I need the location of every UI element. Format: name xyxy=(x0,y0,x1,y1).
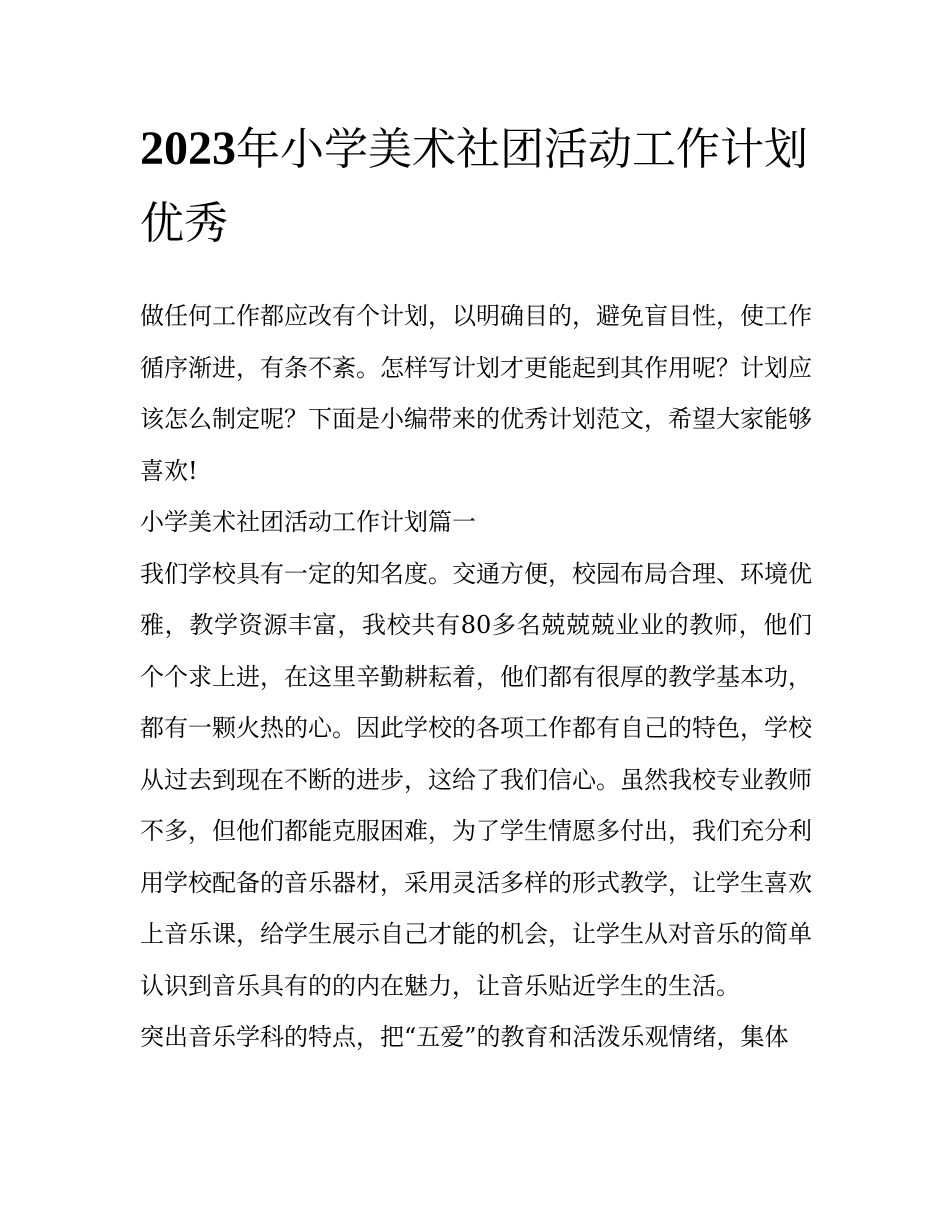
document-title xyxy=(140,112,812,261)
body-paragraph-2: 突出音乐学科的特点，把“五爱”的教育和活泼乐观情绪，集体 xyxy=(140,1023,789,1051)
document-page xyxy=(140,112,812,1064)
section-heading: 小学美术社团活动工作计划篇一 xyxy=(140,508,476,536)
intro-paragraph: 做任何工作都应改有个计划，以明确目的，避免盲目性，使工作循序渐进，有条不紊。怎样写计划才更能起到其作用呢？计划应该怎么制定呢？下面是小编带来的优秀计划范文，希望大家能够喜欢! xyxy=(140,302,812,485)
title-text: 年小学美术社团活动工作计划优秀 xyxy=(140,124,808,249)
body-paragraph-1: 我们学校具有一定的知名度。交通方便，校园布局合理、环境优雅，教学资源丰富，我校共有80多名兢兢兢业业的教师，他们个个求上进，在这里辛勤耕耘着，他们都有很厚的教学基本功，都有一颗火热的心。因此学校的各项工作都有自己的特色，学校从过去到现在不断的进步，这给了我们信心。虽然我校专业教师不多，但他们都能克服困难，为了学生情愿多付出，我们充分利用学校配备的音乐器材，采用灵活多样的形式教学，让学生喜欢上音乐课，给学生展示自己才能的机会，让学生从对音乐的简单认识到音乐具有的的内在魅力，让音乐贴近学生的生活。 xyxy=(140,559,812,1000)
document-body xyxy=(140,291,812,1064)
title-year: 2023 xyxy=(140,122,236,175)
